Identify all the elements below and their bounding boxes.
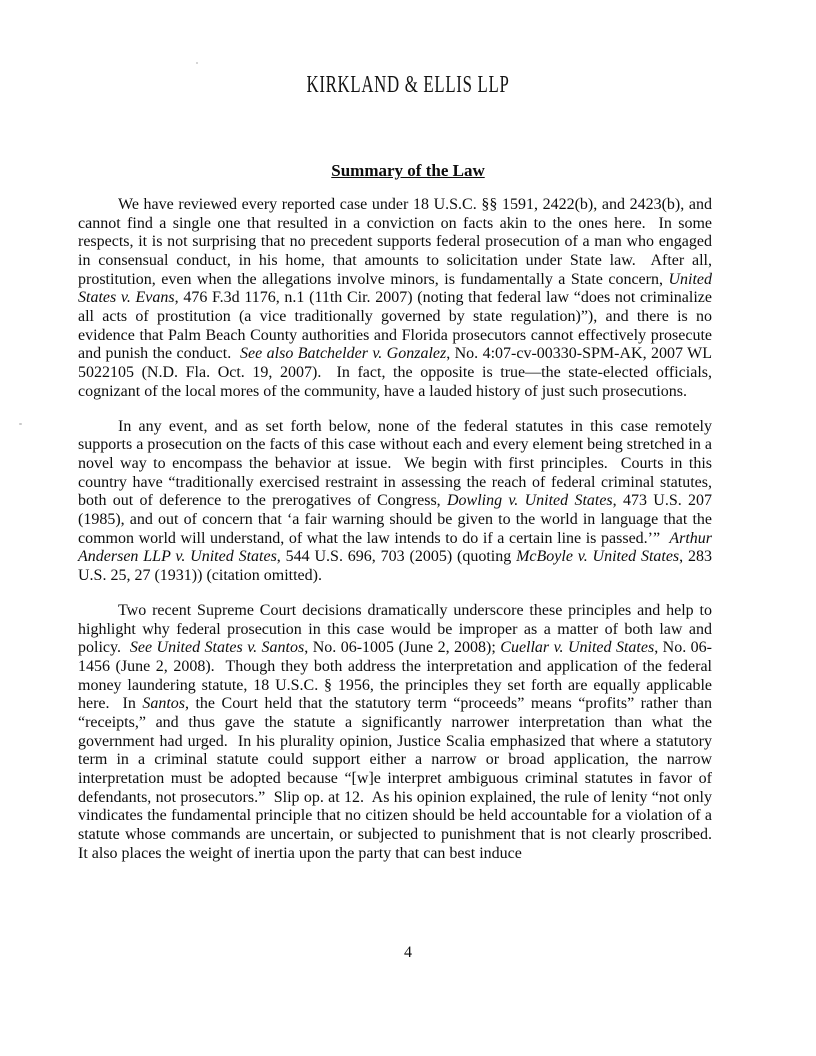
case-citation: McBoyle v. United States — [516, 548, 680, 566]
text-run: , No. 4:07-cv-00330-SPM-AK, 2007 WL 5022105 (N.D. Fla. Oct. 19, 2007). In fact, the opposite is true—the state-elected officials, cognizant of the local mores of the community, have a lauded history of just such prosecutions. — [78, 345, 716, 400]
case-citation: See also Batchelder v. Gonzalez — [240, 345, 447, 363]
case-citation: Cuellar v. United States — [500, 639, 655, 657]
paragraph — [78, 602, 720, 863]
text-run: Two recent Supreme Court decisions dramatically underscore these principles and help to highlight why federal prosecution in this case would be improper as a matter of both law and policy. — [78, 602, 716, 657]
paragraph — [78, 196, 716, 401]
case-citation: Dowling v. United States — [446, 492, 613, 510]
firm-letterhead — [0, 72, 816, 99]
text-run: , 476 F.3d 1176, n.1 (11th Cir. 2007) (noting that federal law “does not criminalize all acts of prostitution (a vice traditionally governed by state regulation)”), and there is no evidence that Palm Beach County authorities and Florida prosecutors cannot effectively prosecute and punish the conduct. — [78, 289, 716, 363]
text-run: , 544 U.S. 696, 703 (2005) (quoting — [276, 548, 517, 566]
text-run: , the Court held that the statutory term “proceeds” means “profits” rather than “receipts,” and thus gave the statute a significantly narrower interpretation than what the government had urged. In his plurality opinion, Justice Scalia emphasized that where a statutory term in a criminal statute could support either a narrow or broad application, the narrow interpretation must be adopted because “[w]e interpret ambiguous criminal statutes in favor of defendants, not prosecutors.” Slip op. at 12. As his opinion explained, the rule of lenity “not only vindicates the fundamental principle that no citizen should be held accountable for a violation of a statute whose commands are uncertain, or subjected to punishment that is not clearly proscribed. It also places the weight of inertia upon the party that can best induce — [78, 695, 720, 862]
case-citation: See United States v. Santos — [129, 639, 305, 657]
document-body — [78, 196, 720, 880]
page-number: 4 — [404, 944, 412, 961]
paragraph — [78, 417, 717, 586]
scan-artifact — [19, 423, 22, 425]
text-run: , No. 06-1005 (June 2, 2008); — [304, 639, 501, 657]
text-run: , 473 U.S. 207 (1985), and out of concern that ‘a fair warning should be given to the world in language that the common world will understand, of what the law intends to do if a certain line is passed.’” — [78, 492, 717, 547]
case-citation: Arthur Andersen LLP v. United States — [78, 529, 716, 566]
section-title: Summary of the Law — [331, 161, 485, 180]
text-run: We have reviewed every reported case under 18 U.S.C. §§ 1591, 2422(b), and 2423(b), and cannot find a single one that resulted in a conviction on facts akin to the ones here. In some respects, it is not surprising that no precedent supports federal prosecution of a man who engaged in consensual conduct, in his home, that amounts to solicitation under State law. After all, prostitution, even when the allegations involve minors, is fundamentally a State concern, — [78, 196, 716, 288]
case-citation: Santos — [142, 695, 185, 713]
firm-name: KIRKLAND & ELLIS LLP — [306, 72, 510, 98]
text-run: In any event, and as set forth below, none of the federal statutes in this case remotely supports a prosecution on the facts of this case without each and every element being stretched in a novel way to encompass the behavior at issue. We begin with first principles. Courts in this country have “traditionally exercised restraint in assessing the reach of federal criminal statutes, both out of deference to the prerogatives of Congress, — [78, 417, 717, 510]
text-run: , 283 U.S. 25, 27 (1931)) (citation omitted). — [78, 548, 717, 584]
text-run: , No. 06-1456 (June 2, 2008). Though they both address the interpretation and application of the federal money laundering statute, 18 U.S.C. § 1956, the principles they set forth are equally applicable here. In — [78, 639, 716, 713]
scan-artifact — [196, 62, 198, 64]
case-citation: United States v. Evans — [78, 270, 716, 307]
